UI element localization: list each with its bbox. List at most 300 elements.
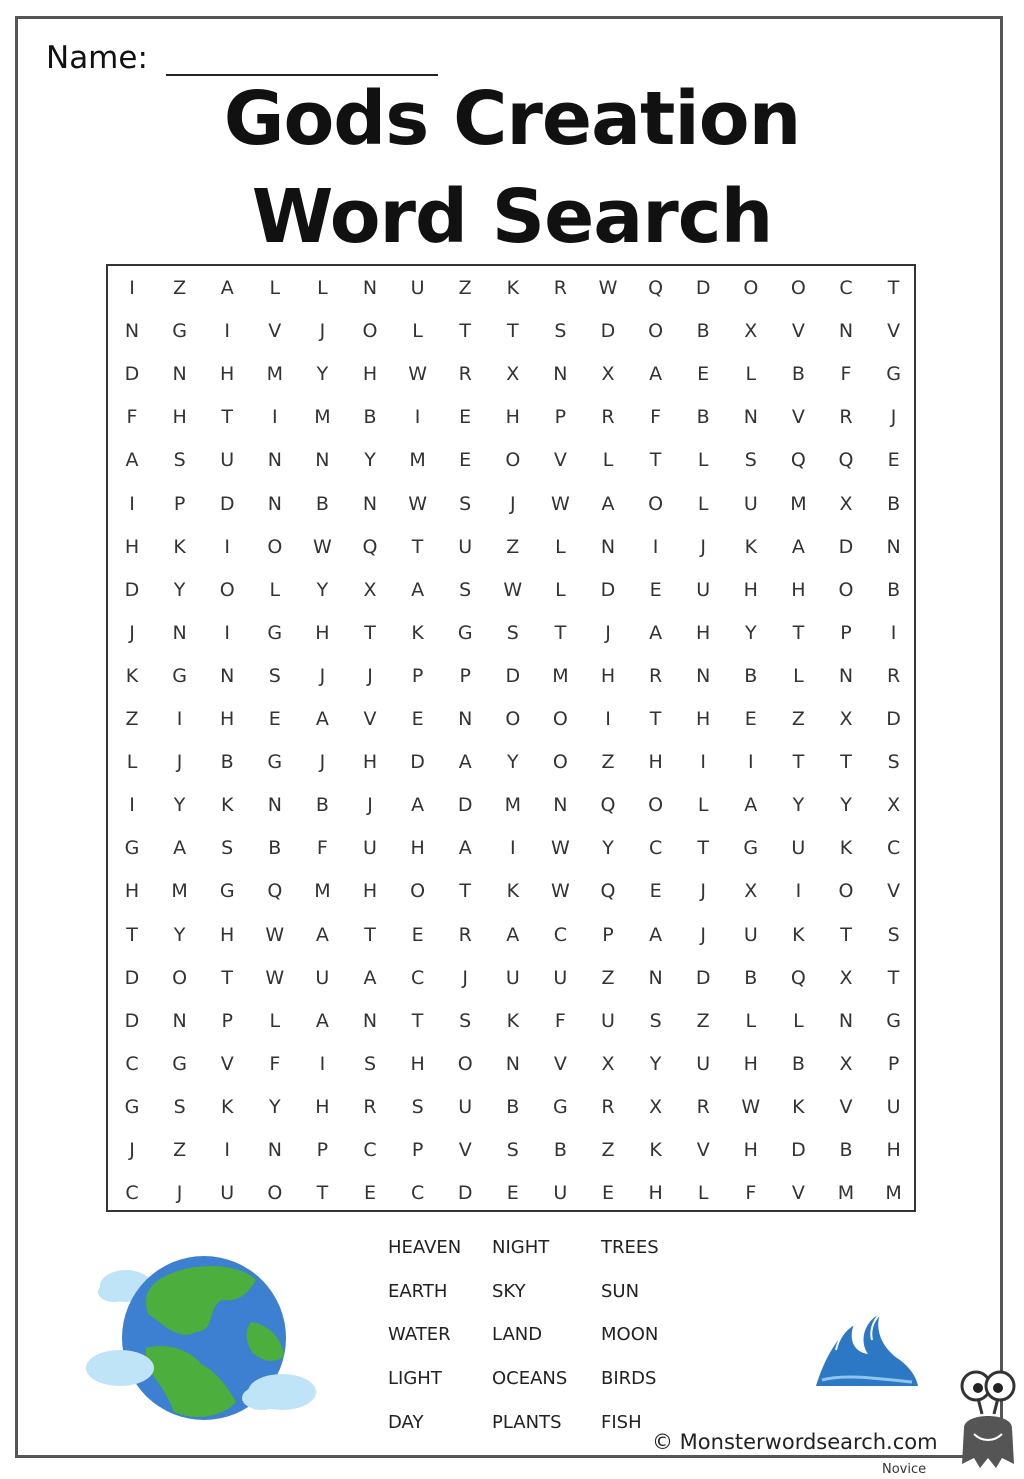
grid-letter[interactable]: B [315, 492, 329, 515]
grid-letter[interactable]: V [268, 320, 282, 343]
grid-letter[interactable]: P [316, 1139, 329, 1161]
grid-letter[interactable]: K [220, 1095, 234, 1118]
grid-letter[interactable]: T [792, 621, 805, 644]
grid-letter[interactable]: H [362, 751, 378, 774]
grid-letter[interactable]: P [554, 406, 567, 429]
grid-letter[interactable]: A [649, 923, 663, 946]
grid-letter[interactable]: R [458, 923, 472, 946]
grid-letter[interactable]: T [411, 535, 424, 558]
grid-letter[interactable]: L [602, 449, 614, 472]
grid-letter[interactable]: Y [316, 578, 329, 601]
grid-letter[interactable]: R [553, 277, 567, 299]
grid-letter[interactable]: E [268, 708, 281, 730]
grid-letter[interactable]: M [790, 492, 807, 515]
grid-letter[interactable]: L [697, 449, 709, 472]
grid-letter[interactable]: I [795, 880, 802, 903]
grid-letter[interactable]: K [506, 277, 520, 299]
grid-letter[interactable]: H [505, 406, 520, 429]
grid-letter[interactable]: D [124, 578, 140, 601]
grid-letter[interactable]: H [648, 1182, 663, 1205]
grid-letter[interactable]: I [652, 535, 659, 558]
grid-letter[interactable]: Q [790, 449, 806, 472]
grid-letter[interactable]: P [840, 621, 852, 644]
grid-letter[interactable]: G [743, 837, 759, 860]
grid-letter[interactable]: U [791, 837, 806, 860]
grid-letter[interactable]: L [697, 794, 709, 817]
grid-letter[interactable]: H [648, 751, 663, 774]
grid-letter[interactable]: I [129, 794, 135, 817]
grid-letter[interactable]: Z [458, 277, 472, 299]
grid-letter[interactable]: E [649, 578, 662, 601]
grid-letter[interactable]: G [553, 1095, 568, 1118]
grid-letter[interactable]: T [459, 880, 471, 903]
grid-letter[interactable]: I [509, 837, 516, 860]
grid-letter[interactable]: T [221, 966, 233, 989]
grid-letter[interactable]: T [364, 923, 376, 946]
grid-letter[interactable]: Z [601, 1139, 615, 1161]
grid-letter[interactable]: N [362, 277, 378, 299]
grid-letter[interactable]: B [887, 492, 901, 515]
grid-letter[interactable]: J [605, 621, 611, 644]
grid-letter[interactable]: J [462, 966, 468, 989]
grid-letter[interactable]: L [555, 535, 566, 558]
grid-letter[interactable]: S [173, 449, 186, 472]
grid-letter[interactable]: X [839, 1052, 853, 1075]
grid-letter[interactable]: U [601, 1009, 615, 1032]
grid-letter[interactable]: S [459, 492, 472, 515]
grid-letter[interactable]: H [743, 1139, 758, 1161]
grid-letter[interactable]: Q [267, 880, 283, 903]
grid-letter[interactable]: Z [506, 535, 520, 558]
grid-letter[interactable]: R [886, 664, 901, 687]
grid-letter[interactable]: X [601, 363, 615, 386]
grid-letter[interactable]: A [744, 794, 758, 817]
grid-letter[interactable]: R [648, 664, 663, 687]
grid-letter[interactable]: G [172, 1052, 187, 1075]
grid-letter[interactable]: Q [600, 794, 616, 817]
grid-letter[interactable]: N [505, 1052, 520, 1075]
grid-letter[interactable]: D [695, 966, 711, 989]
grid-letter[interactable]: D [457, 794, 473, 817]
grid-letter[interactable]: W [550, 837, 570, 860]
grid-letter[interactable]: Y [649, 1052, 662, 1075]
grid-letter[interactable]: U [410, 277, 425, 299]
grid-letter[interactable]: E [649, 880, 662, 903]
grid-letter[interactable]: H [124, 880, 140, 903]
grid-letter[interactable]: A [173, 837, 187, 860]
grid-letter[interactable]: I [747, 751, 754, 774]
grid-letter[interactable]: N [267, 449, 282, 472]
grid-letter[interactable]: S [887, 923, 900, 946]
grid-letter[interactable]: H [410, 1052, 425, 1075]
grid-letter[interactable]: R [458, 363, 472, 386]
grid-letter[interactable]: F [316, 837, 328, 860]
grid-letter[interactable]: T [649, 449, 662, 472]
grid-letter[interactable]: H [124, 535, 140, 558]
grid-letter[interactable]: A [220, 277, 234, 299]
grid-letter[interactable]: C [648, 837, 663, 860]
grid-letter[interactable]: A [411, 794, 425, 817]
grid-letter[interactable]: X [839, 966, 853, 989]
grid-letter[interactable]: X [601, 1052, 615, 1075]
grid-letter[interactable]: L [317, 277, 328, 299]
grid-letter[interactable]: U [363, 837, 377, 860]
grid-letter[interactable]: V [839, 1095, 853, 1118]
grid-letter[interactable]: P [602, 923, 614, 946]
grid-letter[interactable]: X [839, 492, 853, 515]
grid-letter[interactable]: H [220, 363, 235, 386]
grid-letter[interactable]: T [840, 751, 852, 774]
grid-letter[interactable]: L [269, 277, 281, 299]
grid-letter[interactable]: U [886, 1095, 901, 1118]
grid-letter[interactable]: L [412, 320, 423, 343]
grid-letter[interactable]: E [506, 1182, 519, 1205]
grid-letter[interactable]: X [744, 880, 758, 903]
grid-letter[interactable]: C [886, 837, 901, 860]
grid-letter[interactable]: X [649, 1095, 663, 1118]
grid-letter[interactable]: O [410, 880, 426, 903]
grid-letter[interactable]: Q [362, 535, 378, 558]
grid-letter[interactable]: D [505, 664, 521, 687]
grid-letter[interactable]: I [224, 320, 230, 343]
grid-letter[interactable]: E [601, 1182, 614, 1205]
grid-letter[interactable]: N [648, 966, 663, 989]
grid-letter[interactable]: M [314, 406, 331, 429]
grid-letter[interactable]: T [649, 708, 662, 730]
grid-letter[interactable]: J [700, 535, 706, 558]
grid-letter[interactable]: V [220, 1052, 234, 1075]
grid-letter[interactable]: H [362, 363, 378, 386]
word-search-grid[interactable] [106, 264, 916, 1212]
grid-letter[interactable]: Q [648, 277, 664, 299]
grid-letter[interactable]: D [838, 535, 854, 558]
grid-letter[interactable]: E [459, 449, 472, 472]
grid-letter[interactable]: I [224, 535, 230, 558]
grid-letter[interactable]: Z [173, 277, 187, 299]
grid-letter[interactable]: D [600, 320, 616, 343]
grid-letter[interactable]: S [268, 664, 281, 687]
grid-letter[interactable]: W [265, 923, 285, 946]
grid-letter[interactable]: F [650, 406, 662, 429]
grid-letter[interactable]: V [887, 880, 901, 903]
grid-letter[interactable]: T [792, 751, 805, 774]
grid-letter[interactable]: Y [506, 751, 519, 774]
grid-letter[interactable]: Y [268, 1095, 281, 1118]
grid-letter[interactable]: D [791, 1139, 806, 1161]
grid-letter[interactable]: T [887, 277, 900, 299]
grid-letter[interactable]: I [224, 1139, 230, 1161]
grid-letter[interactable]: A [458, 751, 472, 774]
grid-letter[interactable]: N [172, 1009, 187, 1032]
grid-letter[interactable]: I [271, 406, 278, 429]
grid-letter[interactable]: B [839, 1139, 853, 1161]
grid-letter[interactable]: O [267, 1182, 283, 1205]
grid-letter[interactable]: G [172, 664, 187, 687]
grid-letter[interactable]: J [176, 1182, 183, 1205]
grid-letter[interactable]: R [696, 1095, 710, 1118]
grid-letter[interactable]: J [700, 923, 706, 946]
grid-letter[interactable]: E [459, 406, 472, 429]
grid-letter[interactable]: I [414, 406, 421, 429]
grid-letter[interactable]: G [219, 880, 235, 903]
grid-letter[interactable]: N [315, 449, 330, 472]
grid-letter[interactable]: O [838, 880, 854, 903]
grid-letter[interactable]: M [552, 664, 569, 687]
grid-letter[interactable]: N [553, 794, 568, 817]
grid-letter[interactable]: Y [173, 794, 186, 817]
grid-letter[interactable]: N [267, 492, 282, 515]
grid-letter[interactable]: I [605, 708, 611, 730]
grid-letter[interactable]: H [791, 578, 806, 601]
grid-letter[interactable]: N [267, 794, 282, 817]
grid-letter[interactable]: N [600, 535, 616, 558]
grid-letter[interactable]: E [411, 923, 424, 946]
grid-letter[interactable]: S [649, 1009, 662, 1032]
grid-letter[interactable]: C [363, 1139, 377, 1161]
grid-letter[interactable]: N [124, 320, 140, 343]
grid-letter[interactable]: D [124, 1009, 140, 1032]
grid-letter[interactable]: Z [173, 1139, 187, 1161]
grid-letter[interactable]: T [554, 621, 567, 644]
grid-letter[interactable]: W [408, 363, 427, 386]
grid-letter[interactable]: O [505, 449, 521, 472]
grid-letter[interactable]: N [172, 621, 187, 644]
grid-letter[interactable]: S [221, 837, 234, 860]
grid-letter[interactable]: V [696, 1139, 710, 1161]
grid-letter[interactable]: I [700, 751, 706, 774]
grid-letter[interactable]: E [697, 363, 710, 386]
grid-letter[interactable]: G [124, 837, 140, 860]
grid-letter[interactable]: L [269, 1009, 281, 1032]
grid-letter[interactable]: M [409, 449, 426, 472]
grid-letter[interactable]: L [555, 578, 566, 601]
grid-letter[interactable]: S [554, 320, 567, 343]
grid-letter[interactable]: N [267, 1139, 282, 1161]
grid-letter[interactable]: Y [173, 923, 186, 946]
grid-letter[interactable]: W [741, 1095, 761, 1118]
grid-letter[interactable]: N [838, 320, 854, 343]
grid-letter[interactable]: T [887, 966, 900, 989]
grid-letter[interactable]: J [509, 492, 516, 515]
grid-letter[interactable]: N [362, 492, 378, 515]
grid-letter[interactable]: U [743, 492, 758, 515]
grid-letter[interactable]: L [793, 1009, 804, 1032]
grid-letter[interactable]: Y [840, 794, 852, 817]
grid-letter[interactable]: J [129, 621, 135, 644]
grid-letter[interactable]: S [887, 751, 900, 774]
grid-letter[interactable]: Y [364, 449, 376, 472]
grid-letter[interactable]: A [125, 449, 139, 472]
grid-letter[interactable]: K [744, 535, 758, 558]
grid-letter[interactable]: D [600, 578, 616, 601]
grid-letter[interactable]: Y [173, 578, 186, 601]
grid-letter[interactable]: S [459, 578, 472, 601]
grid-letter[interactable]: Q [600, 880, 616, 903]
grid-letter[interactable]: U [505, 966, 520, 989]
grid-letter[interactable]: Z [791, 708, 805, 730]
grid-letter[interactable]: B [268, 837, 282, 860]
grid-letter[interactable]: Y [792, 794, 805, 817]
grid-letter[interactable]: K [649, 1139, 662, 1161]
grid-letter[interactable]: F [269, 1052, 281, 1075]
grid-letter[interactable]: R [601, 406, 615, 429]
grid-letter[interactable]: U [220, 449, 235, 472]
grid-letter[interactable]: B [887, 578, 901, 601]
grid-letter[interactable]: O [219, 578, 235, 601]
grid-letter[interactable]: L [697, 1182, 709, 1205]
grid-letter[interactable]: K [792, 923, 805, 946]
grid-letter[interactable]: X [887, 794, 901, 817]
grid-letter[interactable]: S [363, 1052, 377, 1075]
grid-letter[interactable]: I [224, 621, 230, 644]
grid-letter[interactable]: C [410, 1182, 425, 1205]
grid-letter[interactable]: U [458, 535, 473, 558]
grid-letter[interactable]: G [124, 1095, 140, 1118]
grid-letter[interactable]: O [267, 535, 283, 558]
grid-letter[interactable]: L [269, 578, 281, 601]
grid-letter[interactable]: K [125, 664, 139, 687]
grid-letter[interactable]: G [886, 363, 901, 386]
grid-letter[interactable]: K [839, 837, 853, 860]
grid-letter[interactable]: M [504, 794, 521, 817]
grid-letter[interactable]: T [364, 621, 376, 644]
grid-letter[interactable]: I [176, 708, 183, 730]
grid-letter[interactable]: Q [838, 449, 854, 472]
grid-letter[interactable]: A [649, 621, 663, 644]
grid-letter[interactable]: E [744, 708, 757, 730]
grid-letter[interactable]: A [315, 923, 329, 946]
grid-letter[interactable]: A [315, 1009, 329, 1032]
grid-letter[interactable]: J [367, 794, 373, 817]
grid-letter[interactable]: U [220, 1182, 235, 1205]
grid-letter[interactable]: M [314, 880, 331, 903]
grid-letter[interactable]: O [172, 966, 188, 989]
grid-letter[interactable]: N [220, 664, 235, 687]
grid-letter[interactable]: L [793, 664, 804, 687]
grid-letter[interactable]: J [367, 664, 373, 687]
grid-letter[interactable]: B [220, 751, 234, 774]
grid-letter[interactable]: Q [790, 966, 806, 989]
grid-letter[interactable]: V [458, 1139, 472, 1161]
grid-letter[interactable]: T [221, 406, 233, 429]
grid-letter[interactable]: O [552, 751, 568, 774]
grid-letter[interactable]: G [267, 621, 283, 644]
grid-letter[interactable]: Y [744, 621, 757, 644]
grid-letter[interactable]: V [553, 449, 567, 472]
grid-letter[interactable]: T [411, 1009, 424, 1032]
grid-letter[interactable]: S [506, 621, 519, 644]
grid-letter[interactable]: V [887, 320, 901, 343]
grid-letter[interactable]: V [553, 1052, 567, 1075]
grid-letter[interactable]: R [601, 1095, 615, 1118]
grid-letter[interactable]: D [695, 277, 711, 299]
grid-letter[interactable]: B [553, 1139, 567, 1161]
grid-letter[interactable]: G [886, 1009, 901, 1032]
grid-letter[interactable]: B [696, 320, 710, 343]
grid-letter[interactable]: Z [601, 966, 615, 989]
grid-letter[interactable]: A [315, 708, 329, 730]
grid-letter[interactable]: C [553, 923, 568, 946]
grid-letter[interactable]: A [791, 535, 805, 558]
grid-letter[interactable]: O [790, 277, 806, 299]
grid-letter[interactable]: J [700, 880, 706, 903]
grid-letter[interactable]: K [792, 1095, 805, 1118]
grid-letter[interactable]: K [220, 794, 234, 817]
grid-letter[interactable]: B [363, 406, 377, 429]
grid-letter[interactable]: S [459, 1009, 472, 1032]
grid-letter[interactable]: D [124, 363, 140, 386]
grid-letter[interactable]: T [506, 320, 519, 343]
grid-letter[interactable]: S [411, 1095, 424, 1118]
grid-letter[interactable]: H [886, 1139, 901, 1161]
grid-letter[interactable]: U [553, 1182, 568, 1205]
grid-letter[interactable]: E [411, 708, 424, 730]
grid-letter[interactable]: A [506, 923, 520, 946]
grid-letter[interactable]: X [506, 363, 520, 386]
grid-letter[interactable]: N [362, 1009, 378, 1032]
grid-letter[interactable]: A [601, 492, 615, 515]
grid-letter[interactable]: M [885, 1182, 902, 1205]
grid-letter[interactable]: C [839, 277, 853, 299]
grid-letter[interactable]: O [552, 708, 568, 730]
grid-letter[interactable]: O [743, 277, 759, 299]
grid-letter[interactable]: H [220, 923, 235, 946]
grid-letter[interactable]: U [696, 1052, 711, 1075]
grid-letter[interactable]: T [126, 923, 138, 946]
grid-letter[interactable]: P [173, 492, 186, 515]
grid-letter[interactable]: H [220, 708, 235, 730]
grid-letter[interactable]: J [319, 320, 326, 343]
grid-letter[interactable]: B [506, 1095, 520, 1118]
grid-letter[interactable]: V [363, 708, 377, 730]
grid-letter[interactable]: N [743, 406, 758, 429]
grid-letter[interactable]: O [648, 794, 664, 817]
grid-letter[interactable]: B [696, 406, 710, 429]
grid-letter[interactable]: H [600, 664, 616, 687]
grid-letter[interactable]: O [505, 708, 521, 730]
grid-letter[interactable]: B [315, 794, 329, 817]
grid-letter[interactable]: D [886, 708, 901, 730]
grid-letter[interactable]: X [744, 320, 758, 343]
grid-letter[interactable]: T [697, 837, 709, 860]
grid-letter[interactable]: K [411, 621, 424, 644]
grid-letter[interactable]: W [265, 966, 285, 989]
grid-letter[interactable]: H [696, 621, 711, 644]
grid-letter[interactable]: S [506, 1139, 519, 1161]
grid-letter[interactable]: G [172, 320, 187, 343]
grid-letter[interactable]: B [744, 664, 758, 687]
grid-letter[interactable]: O [648, 492, 664, 515]
grid-letter[interactable]: M [266, 363, 283, 386]
grid-letter[interactable]: H [362, 880, 378, 903]
grid-letter[interactable]: A [363, 966, 377, 989]
grid-letter[interactable]: H [743, 578, 758, 601]
grid-letter[interactable]: D [410, 751, 425, 774]
grid-letter[interactable]: W [550, 492, 570, 515]
grid-letter[interactable]: F [745, 1182, 757, 1205]
grid-letter[interactable]: A [458, 837, 472, 860]
grid-letter[interactable]: A [411, 578, 425, 601]
grid-letter[interactable]: E [887, 449, 900, 472]
grid-letter[interactable]: Z [696, 1009, 710, 1032]
grid-letter[interactable]: K [506, 880, 520, 903]
grid-letter[interactable]: J [319, 664, 326, 687]
grid-letter[interactable]: R [363, 1095, 377, 1118]
grid-letter[interactable]: U [553, 966, 568, 989]
grid-letter[interactable]: P [411, 664, 424, 687]
grid-letter[interactable]: U [696, 578, 711, 601]
grid-letter[interactable]: X [839, 708, 853, 730]
